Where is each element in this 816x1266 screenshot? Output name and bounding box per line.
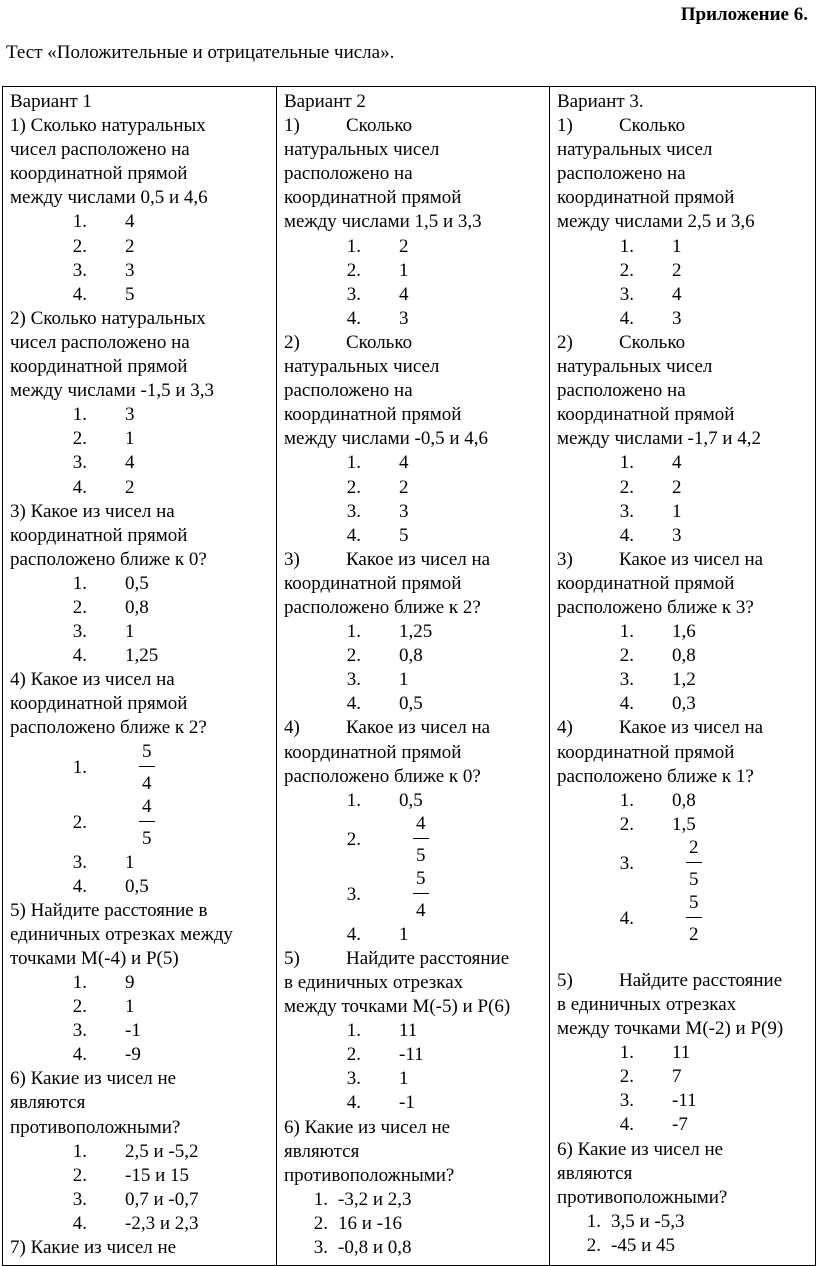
test-table — [2, 86, 816, 1266]
answer-option: 1. 1 — [619, 235, 682, 257]
answer-option: 1. 4 — [346, 452, 409, 474]
answer-option: 3. 1 — [346, 669, 409, 691]
answer-option: 3. 1 — [619, 500, 682, 522]
answer-option: 4. 0,3 — [619, 693, 696, 715]
answer-option: 2. 0,8 — [72, 596, 149, 618]
question-3: 3) Какое из чисел на координатной прямой расположено ближе к 3? 1. 1,6 2. 0,8 3. 1,2 4. 0,3 — [557, 548, 809, 717]
answer-option: 4. 2 — [72, 476, 135, 498]
answer-option: 3. 0,7 и -0,7 — [72, 1188, 199, 1210]
question-4: 4) Какое из чисел на координатной прямой расположено ближе к 2? 1. $\frac{5}{4}$ 2. $\frac{4}{5}$ 3. 1 4. 0,5 — [10, 668, 270, 898]
question-2: 2) Сколько натуральных чисел расположено на координатной прямой между числами -1,5 и 3,3 1. 3 2. 1 3. 4 4. 2 — [10, 307, 270, 500]
question-1: 1) Сколько натуральных чисел расположено на координатной прямой между числами 0,5 и 4,6 1. 4 2. 2 3. 3 4. 5 — [10, 114, 270, 307]
answer-option: 4. 0,5 — [72, 875, 149, 897]
question-3: 3) Какое из чисел на координатной прямой расположено ближе к 2? 1. 1,25 2. 0,8 3. 1 4. 0,5 — [284, 548, 543, 717]
answer-option: 1. 3 — [72, 404, 135, 426]
answer-option: 1. $\frac{5}{4}$ — [10, 741, 270, 796]
question-4: 4) Какое из чисел на координатной прямой расположено ближе к 1? 1. 0,8 2. 1,5 3. $\frac{2}{5}$ 4. $\frac{5}{2}$ — [557, 716, 809, 946]
variant-title: Вариант 1 — [10, 91, 92, 112]
question-6: 6) Какие из чисел не являются противоположными? 1. 3,5 и -5,3 2. -45 и 45 — [557, 1138, 809, 1258]
question-1: 1) Сколько натуральных чисел расположено на координатной прямой между числами 2,5 и 3,6 1. 1 2. 2 3. 4 4. 3 — [557, 114, 809, 331]
answer-option: 4. -7 — [619, 1114, 688, 1136]
answer-option: 2. 1 — [346, 259, 409, 281]
answer-option: 2. 1 — [72, 996, 135, 1018]
question-6: 6) Какие из чисел не являются противоположными? 1. -3,2 и 2,3 2. 16 и -16 3. -0,8 и 0,8 — [284, 1116, 543, 1261]
answer-option: 2. $\frac{4}{5}$ — [284, 813, 543, 868]
answer-option: 2. -45 и 45 — [586, 1234, 675, 1256]
answer-option: 4. 0,5 — [346, 693, 423, 715]
question-2: 2) Сколько натуральных чисел расположено на координатной прямой между числами -1,7 и 4,2 1. 4 2. 2 3. 1 4. 3 — [557, 331, 809, 548]
appendix-label: Приложение 6. — [680, 4, 808, 25]
fraction: $\frac{4}{5}$ — [413, 813, 429, 867]
answer-option: 1. 2 — [346, 235, 409, 257]
answer-option: 3. 4 — [619, 283, 682, 305]
fraction: $\frac{5}{2}$ — [686, 892, 702, 946]
answer-option: 1. 2,5 и -5,2 — [72, 1140, 199, 1162]
answer-option: 1. 1,6 — [619, 621, 696, 643]
answer-option: 1. 4 — [72, 211, 135, 233]
answer-option: 2. 16 и -16 — [313, 1212, 402, 1234]
answer-option: 3. 1 — [72, 621, 135, 643]
answer-option: 1. 0,5 — [72, 572, 149, 594]
answer-option: 2. 2 — [346, 476, 409, 498]
variant-title: Вариант 2 — [284, 91, 366, 112]
variant-3-column — [550, 87, 816, 1266]
answer-option: 2. -15 и 15 — [72, 1164, 189, 1186]
answer-option: 4. -1 — [346, 1092, 415, 1114]
variant-title: Вариант 3. — [557, 91, 644, 112]
answer-option: 2. 2 — [619, 476, 682, 498]
answer-option: 4. 3 — [619, 307, 682, 329]
answer-option: 4. -2,3 и 2,3 — [72, 1212, 199, 1234]
answer-option: 1. 1,25 — [346, 621, 433, 643]
answer-option: 2. 2 — [72, 235, 135, 257]
answer-option: 3. $\frac{2}{5}$ — [557, 837, 809, 892]
answer-option: 2. 1,5 — [619, 813, 696, 835]
answer-option: 4. $\frac{5}{2}$ — [557, 892, 809, 947]
answer-option: 1. 3,5 и -5,3 — [586, 1210, 685, 1232]
answer-option: 3. 4 — [346, 283, 409, 305]
answer-option: 3. -1 — [72, 1020, 141, 1042]
answer-option: 3. $\frac{5}{4}$ — [284, 868, 543, 923]
question-5: 5) Найдите расстояние в единичных отрезках между точками М(-2) и Р(9) 1. 11 2. 7 3. -11 4. -7 — [557, 969, 809, 1138]
fraction: $\frac{2}{5}$ — [686, 837, 702, 891]
document-title: Тест «Положительные и отрицательные числа». — [6, 42, 395, 63]
question-5: 5) Найдите расстояние в единичных отрезках между точками М(-5) и Р(6) 1. 11 2. -11 3. 1 4. -1 — [284, 947, 543, 1116]
answer-option: 3. 1,2 — [619, 669, 696, 691]
answer-option: 4. 3 — [346, 307, 409, 329]
answer-option: 1. 0,8 — [619, 789, 696, 811]
answer-option: 1. 11 — [619, 1042, 691, 1064]
variant-2-column — [277, 87, 550, 1266]
fraction: $\frac{5}{4}$ — [139, 741, 155, 795]
answer-option: 2. 1 — [72, 428, 135, 450]
answer-option: 1. -3,2 и 2,3 — [313, 1188, 412, 1210]
variant-1-column — [3, 87, 277, 1266]
answer-option: 4. 3 — [619, 524, 682, 546]
fraction: $\frac{4}{5}$ — [139, 796, 155, 850]
answer-option: 2. 7 — [619, 1066, 682, 1088]
question-3: 3) Какое из чисел на координатной прямой расположено ближе к 0? 1. 0,5 2. 0,8 3. 1 4. 1,25 — [10, 500, 270, 669]
answer-option: 2. -11 — [346, 1044, 424, 1066]
answer-option: 4. -9 — [72, 1044, 141, 1066]
answer-option: 1. 11 — [346, 1020, 418, 1042]
answer-option: 4. 1,25 — [72, 645, 159, 667]
question-4: 4) Какое из чисел на координатной прямой расположено ближе к 0? 1. 0,5 2. $\frac{4}{5}$ 3. $\frac{5}{4}$ 4. 1 — [284, 716, 543, 946]
spacer — [557, 947, 809, 969]
question-2: 2) Сколько натуральных чисел расположено на координатной прямой между числами -0,5 и 4,6 1. 4 2. 2 3. 3 4. 5 — [284, 331, 543, 548]
fraction: $\frac{5}{4}$ — [413, 868, 429, 922]
answer-option: 3. -0,8 и 0,8 — [313, 1237, 412, 1259]
question-1: 1) Сколько натуральных чисел расположено на координатной прямой между числами 1,5 и 3,3 1. 2 2. 1 3. 4 4. 3 — [284, 114, 543, 331]
answer-option: 4. 5 — [72, 283, 135, 305]
answer-option: 2. 0,8 — [619, 645, 696, 667]
answer-option: 2. 2 — [619, 259, 682, 281]
answer-option: 4. 5 — [346, 524, 409, 546]
answer-option: 3. 1 — [72, 851, 135, 873]
answer-option: 3. 3 — [346, 500, 409, 522]
question-5: 5) Найдите расстояние в единичных отрезках между точками М(-4) и Р(5) 1. 9 2. 1 3. -1 4. -9 — [10, 899, 270, 1068]
answer-option: 1. 4 — [619, 452, 682, 474]
answer-option: 3. 1 — [346, 1068, 409, 1090]
answer-option: 1. 0,5 — [346, 789, 423, 811]
answer-option: 2. $\frac{4}{5}$ — [10, 796, 270, 851]
answer-option: 1. 9 — [72, 972, 135, 993]
answer-option: 4. 1 — [346, 923, 409, 945]
answer-option: 3. 3 — [72, 259, 135, 281]
answer-option: 2. 0,8 — [346, 645, 423, 667]
question-6: 6) Какие из чисел не являются противоположными? 1. 2,5 и -5,2 2. -15 и 15 3. 0,7 и -0,7 4. -2,3 и 2,3 — [10, 1067, 270, 1236]
question-7: 7) Какие из чисел не — [10, 1237, 177, 1259]
answer-option: 3. 4 — [72, 452, 135, 474]
answer-option: 3. -11 — [619, 1090, 697, 1112]
